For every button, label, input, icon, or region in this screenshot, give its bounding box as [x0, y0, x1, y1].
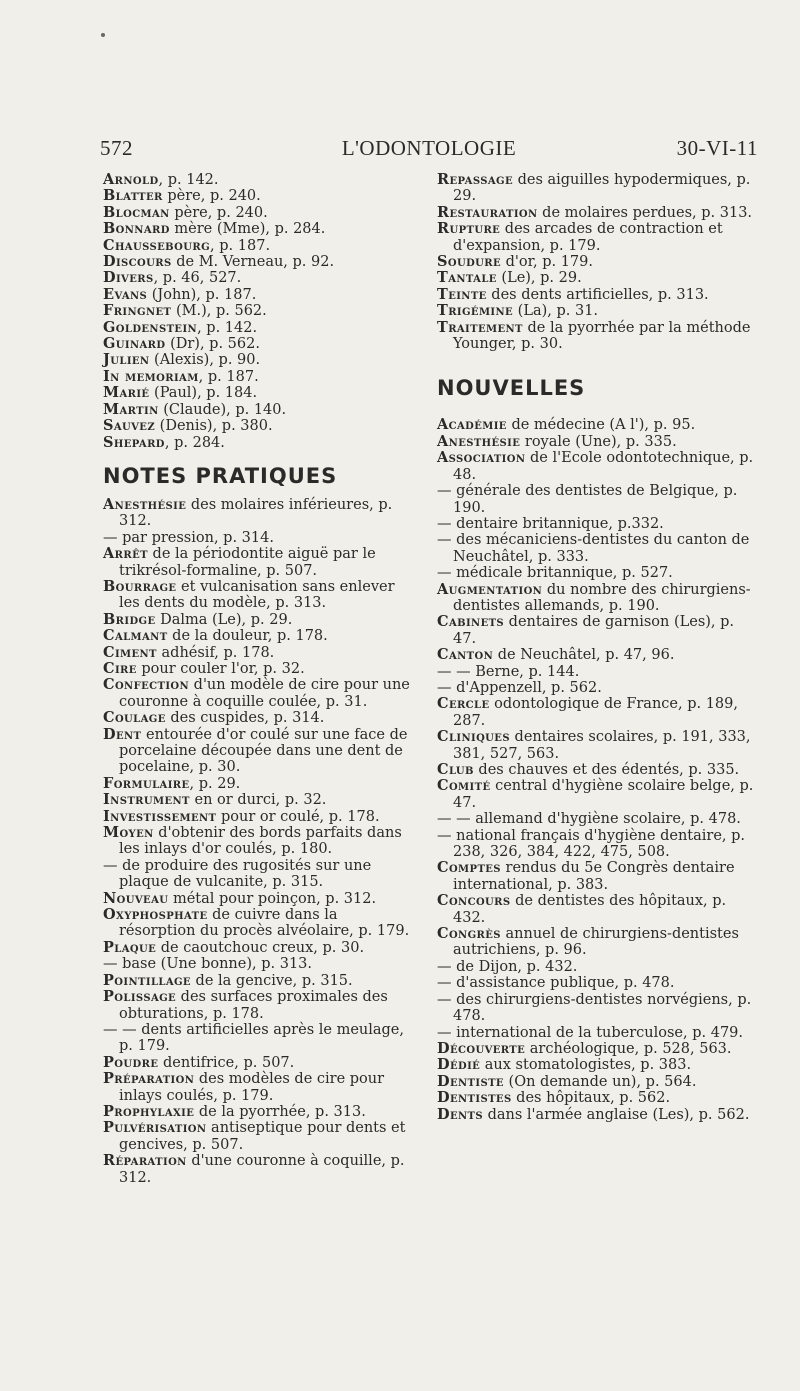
index-entry: [103, 579, 413, 612]
entry-keyword: Marié: [103, 384, 150, 402]
index-entry: [103, 858, 413, 891]
entry-text: (John), p. 187.: [147, 286, 257, 303]
index-entry: [103, 402, 413, 418]
entry-keyword: Dents: [437, 1105, 483, 1123]
entry-text: d'obtenir des bords parfaits dans les inlays d'or coulés, p. 180.: [119, 825, 402, 858]
index-entry: [103, 320, 413, 336]
entry-text: — — allemand d'hygiène scolaire, p. 478.: [437, 811, 741, 828]
entry-text: de dentistes des hôpitaux, p. 432.: [453, 893, 727, 926]
entry-text: — — Berne, p. 144.: [437, 663, 580, 680]
entry-text: — générale des dentistes de Belgique, p. 190.: [437, 483, 738, 516]
entry-text: des cuspides, p. 314.: [165, 710, 325, 727]
section-title-nouvelles: NOUVELLES: [437, 376, 586, 401]
index-entry: [103, 1120, 413, 1153]
entry-text: antiseptique pour dents et gencives, p. 507.: [119, 1120, 406, 1153]
index-entry: [103, 989, 413, 1022]
entry-keyword: Calmant: [103, 627, 168, 645]
index-entry: [437, 434, 755, 450]
entry-text: des surfaces proximales des obturations, p. 178.: [119, 989, 388, 1022]
entry-keyword: Trigémine: [437, 302, 514, 320]
entry-text: en or durci, p. 32.: [189, 792, 327, 809]
index-entry: [437, 762, 755, 778]
entry-keyword: Nouveau: [103, 889, 169, 907]
entry-text: — médicale britannique, p. 527.: [437, 565, 673, 582]
entry-keyword: Anesthésie: [103, 495, 187, 513]
entry-keyword: Blatter: [103, 187, 163, 205]
index-entry: [437, 975, 755, 991]
entry-text: père, p. 240.: [162, 188, 261, 205]
index-entry: [103, 188, 413, 204]
entry-text: de caoutchouc creux, p. 30.: [156, 939, 365, 956]
entry-keyword: Bonnard: [103, 220, 170, 238]
right-column: [437, 172, 755, 1123]
index-entry: [437, 270, 755, 286]
entry-keyword: Fringnet: [103, 302, 172, 320]
entry-text: des arcades de contraction et d'expansion, p. 179.: [453, 221, 723, 254]
index-entry: [437, 565, 755, 581]
entry-text: aux stomatologistes, p. 383.: [480, 1057, 692, 1074]
index-entry: [437, 696, 755, 729]
index-entry: [437, 778, 755, 811]
entry-keyword: Bourrage: [103, 577, 177, 595]
index-entry: [103, 973, 413, 989]
entry-text: — d'assistance publique, p. 478.: [437, 975, 675, 992]
index-entry: [103, 1055, 413, 1071]
notes-pratiques-continued: [437, 172, 755, 352]
index-entry: [437, 992, 755, 1025]
index-entry: [103, 546, 413, 579]
entry-text: et vulcanisation sans enlever les dents du modèle, p. 313.: [119, 578, 395, 612]
index-entry: [103, 254, 413, 270]
entry-text: de l'Ecole odontotechnique, p. 48.: [453, 450, 754, 483]
entry-text: , p. 284.: [164, 434, 225, 451]
entry-keyword: Préparation: [103, 1070, 195, 1088]
entry-keyword: Investissement: [103, 807, 217, 825]
entry-text: , p. 187.: [210, 237, 271, 254]
index-entry: [437, 1074, 755, 1090]
index-entry: [103, 645, 413, 661]
entry-keyword: Club: [437, 761, 474, 778]
entry-text: des molaires inférieures, p. 312.: [119, 496, 393, 530]
entry-text: (Dr), p. 562.: [165, 336, 260, 353]
index-entry: [103, 792, 413, 808]
entry-text: adhésif, p. 178.: [156, 644, 275, 661]
index-entry: [103, 710, 413, 726]
index-entry: [437, 1090, 755, 1106]
index-entry: [103, 238, 413, 254]
entry-text: (On demande un), p. 564.: [503, 1073, 697, 1090]
entry-text: de la douleur, p. 178.: [167, 628, 328, 645]
entry-keyword: Pointillage: [103, 971, 191, 989]
index-entry: [437, 532, 755, 565]
entry-keyword: Soudure: [437, 253, 502, 271]
entry-keyword: Poudre: [103, 1053, 159, 1071]
entry-text: pour couler l'or, p. 32.: [136, 660, 305, 677]
entry-text: (Paul), p. 184.: [149, 385, 258, 402]
entry-keyword: Augmentation: [437, 580, 543, 598]
index-entry: [437, 828, 755, 861]
index-entry: [437, 1057, 755, 1073]
entry-keyword: Découverte: [437, 1039, 526, 1057]
index-entry: [437, 664, 755, 680]
index-entry: [437, 959, 755, 975]
index-entry: [103, 352, 413, 368]
entry-text: père, p. 240.: [169, 204, 268, 221]
entry-text: odontologique de France, p. 189, 287.: [453, 696, 738, 729]
entry-text: — des chirurgiens-dentistes norvégiens, p. 478.: [437, 991, 752, 1025]
entry-keyword: Cire: [103, 659, 137, 677]
entry-keyword: Rupture: [437, 220, 501, 238]
entry-keyword: Julien: [103, 351, 150, 369]
index-entry: [437, 221, 755, 254]
entry-keyword: Arrêt: [103, 545, 148, 563]
entry-keyword: Prophylaxie: [103, 1102, 195, 1120]
entry-text: — par pression, p. 314.: [103, 529, 274, 546]
entry-keyword: Evans: [103, 285, 148, 303]
entry-keyword: Ciment: [103, 643, 157, 661]
index-entry: [103, 907, 413, 940]
index-entry: [437, 860, 755, 893]
entry-text: mère (Mme), p. 284.: [169, 221, 326, 238]
entry-text: des chauves et des édentés, p. 335.: [473, 762, 740, 778]
names-index: [103, 172, 413, 451]
entry-text: de cuivre dans la résorption du procès alvéolaire, p. 179.: [119, 907, 410, 940]
index-entry: [103, 172, 413, 188]
index-entry: [103, 221, 413, 237]
entry-keyword: Plaque: [103, 938, 157, 956]
index-entry: [103, 809, 413, 825]
index-entry: [103, 336, 413, 352]
entry-keyword: Canton: [437, 646, 494, 664]
entry-text: de la gencive, p. 315.: [190, 972, 353, 989]
entry-text: (Claude), p. 140.: [158, 401, 287, 418]
entry-text: (Le), p. 29.: [496, 270, 582, 287]
entry-text: des modèles de cire pour inlays coulés, p. 179.: [119, 1071, 385, 1104]
index-entry: [103, 270, 413, 286]
entry-keyword: Congrès: [437, 925, 501, 943]
entry-text: (Alexis), p. 90.: [149, 352, 261, 369]
entry-keyword: Polissage: [103, 988, 177, 1006]
entry-text: — national français d'hygiène dentaire, p. 238, 326, 384, 422, 475, 508.: [437, 827, 746, 861]
index-entry: [437, 205, 755, 221]
entry-text: dans l'armée anglaise (Les), p. 562.: [483, 1106, 750, 1123]
index-entry: [103, 385, 413, 401]
entry-keyword: Dent: [103, 725, 142, 743]
entry-keyword: Restauration: [437, 203, 538, 221]
entry-text: des dents artificielles, p. 313.: [486, 286, 709, 303]
entry-keyword: Anesthésie: [437, 432, 521, 450]
section-title-notes-pratiques: NOTES PRATIQUES: [103, 463, 338, 488]
entry-text: , p. 187.: [198, 368, 259, 385]
entry-keyword: Coulage: [103, 709, 166, 727]
entry-keyword: Divers: [103, 269, 154, 287]
index-entry: [437, 1041, 755, 1057]
index-entry: [103, 1071, 413, 1104]
entry-keyword: Confection: [103, 676, 190, 694]
entry-keyword: Guinard: [103, 335, 166, 353]
index-entry: [103, 418, 413, 434]
entry-text: d'un modèle de cire pour une couronne à coquille coulée, p. 31.: [119, 677, 410, 710]
index-entry: [437, 926, 755, 959]
entry-text: de la pyorrhée, p. 313.: [194, 1103, 366, 1120]
entry-keyword: Arnold: [103, 171, 159, 188]
entry-text: (Denis), p. 380.: [155, 418, 273, 435]
index-entry: [437, 172, 755, 205]
entry-keyword: Shepard: [103, 433, 165, 451]
entry-keyword: Bridge: [103, 610, 156, 628]
index-entry: [437, 417, 755, 433]
index-entry: [103, 776, 413, 792]
index-entry: [437, 582, 755, 615]
entry-text: — international de la tuberculose, p. 479.: [437, 1024, 744, 1041]
entry-keyword: Repassage: [437, 171, 513, 188]
entry-text: de molaires perdues, p. 313.: [537, 204, 753, 221]
entry-keyword: Traitement: [437, 318, 523, 336]
index-entry: [103, 727, 413, 776]
entry-keyword: Cliniques: [437, 728, 510, 746]
index-entry: [103, 287, 413, 303]
entry-keyword: Blocman: [103, 203, 170, 221]
entry-keyword: Cercle: [437, 695, 490, 713]
entry-text: des aiguilles hypodermiques, p. 29.: [453, 172, 751, 205]
entry-keyword: Moyen: [103, 824, 154, 842]
entry-text: , p. 29.: [189, 775, 241, 792]
entry-keyword: Dentistes: [437, 1089, 512, 1107]
entry-text: rendus du 5e Congrès dentaire international, p. 383.: [453, 860, 735, 893]
index-entry: [437, 680, 755, 696]
entry-keyword: Instrument: [103, 791, 190, 809]
index-entry: [437, 450, 755, 483]
index-entry: [103, 1104, 413, 1120]
index-entry: [103, 205, 413, 221]
index-entry: [103, 891, 413, 907]
entry-text: d'une couronne à coquille, p. 312.: [119, 1153, 405, 1186]
left-column: [103, 172, 413, 1186]
entry-text: des hôpitaux, p. 562.: [511, 1090, 671, 1107]
journal-title: L'ODONTOLOGIE: [341, 136, 517, 160]
entry-text: central d'hygiène scolaire belge, p. 47.: [453, 778, 754, 811]
entry-text: d'or, p. 179.: [501, 254, 593, 271]
index-entry: [437, 516, 755, 532]
entry-text: pour or coulé, p. 178.: [216, 808, 380, 825]
index-entry: [103, 661, 413, 677]
entry-keyword: Réparation: [103, 1152, 187, 1170]
entry-text: — des mécaniciens-dentistes du canton de Neuchâtel, p. 333.: [437, 532, 750, 565]
entry-text: dentifrice, p. 507.: [158, 1054, 295, 1071]
index-entry: [103, 956, 413, 972]
entry-keyword: Pulvérisation: [103, 1119, 207, 1137]
entry-keyword: Association: [437, 449, 526, 467]
entry-keyword: Chaussebourg: [103, 236, 211, 254]
entry-keyword: Martin: [103, 400, 159, 418]
notes-pratiques-index: [103, 497, 413, 1186]
page-number: 572: [100, 136, 133, 160]
entry-keyword: Académie: [437, 416, 507, 434]
entry-keyword: Comité: [437, 777, 491, 795]
entry-text: — de produire des rugosités sur une plaque de vulcanite, p. 315.: [103, 857, 372, 891]
index-entry: [103, 825, 413, 858]
entry-keyword: Discours: [103, 253, 172, 271]
entry-keyword: Dédié: [437, 1056, 481, 1074]
index-entry: [437, 320, 755, 353]
index-entry: [437, 287, 755, 303]
entry-text: de M. Verneau, p. 92.: [171, 254, 335, 271]
index-entry: [437, 729, 755, 762]
index-entry: [103, 940, 413, 956]
index-entry: [103, 612, 413, 628]
index-entry: [437, 893, 755, 926]
index-entry: [437, 483, 755, 516]
entry-keyword: In memoriam: [103, 367, 199, 385]
entry-keyword: Dentiste: [437, 1072, 504, 1090]
entry-text: dentaires scolaires, p. 191, 333, 381, 527, 563.: [453, 729, 751, 762]
entry-text: dentaires de garnison (Les), p. 47.: [453, 614, 735, 647]
index-entry: [103, 1022, 413, 1055]
entry-text: — base (Une bonne), p. 313.: [103, 956, 313, 973]
entry-text: Dalma (Le), p. 29.: [155, 611, 293, 628]
entry-text: — — dents artificielles après le meulage, p. 179.: [103, 1021, 404, 1055]
index-entry: [103, 1153, 413, 1186]
index-entry: [103, 628, 413, 644]
entry-text: du nombre des chirurgiens-dentistes allemands, p. 190.: [453, 581, 751, 614]
entry-keyword: Oxyphosphate: [103, 906, 208, 924]
entry-text: — d'Appenzell, p. 562.: [437, 679, 602, 696]
entry-keyword: Comptes: [437, 859, 501, 877]
entry-text: métal pour poinçon, p. 312.: [168, 890, 377, 907]
entry-text: entourée d'or coulé sur une face de porcelaine découpée dans une dent de pocelaine, p. 30.: [119, 726, 408, 776]
entry-text: — dentaire britannique, p.332.: [437, 515, 664, 532]
issue-date: 30-VI-11: [676, 136, 758, 160]
page-speck: [101, 33, 105, 37]
entry-text: (La), p. 31.: [513, 303, 599, 320]
entry-text: de médecine (A l'), p. 95.: [506, 417, 696, 434]
entry-text: de Neuchâtel, p. 47, 96.: [493, 647, 675, 664]
index-entry: [103, 303, 413, 319]
index-entry: [437, 811, 755, 827]
entry-text: annuel de chirurgiens-dentistes autrichiens, p. 96.: [453, 926, 739, 959]
entry-text: , p. 142.: [197, 319, 258, 336]
entry-keyword: Sauvez: [103, 417, 156, 435]
index-entry: [437, 647, 755, 663]
index-entry: [103, 677, 413, 710]
entry-text: , p. 46, 527.: [153, 270, 242, 287]
index-entry: [437, 1025, 755, 1041]
entry-text: — de Dijon, p. 432.: [437, 958, 578, 975]
entry-keyword: Tantale: [437, 269, 497, 287]
entry-keyword: Formulaire: [103, 774, 190, 792]
entry-text: royale (Une), p. 335.: [520, 433, 677, 450]
index-entry: [437, 303, 755, 319]
index-entry: [437, 254, 755, 270]
entry-keyword: Teinte: [437, 285, 487, 303]
entry-text: (M.), p. 562.: [171, 303, 267, 320]
index-entry: [103, 497, 413, 530]
entry-keyword: Cabinets: [437, 613, 505, 631]
index-entry: [103, 369, 413, 385]
index-entry: [437, 614, 755, 647]
index-entry: [437, 1107, 755, 1123]
entry-keyword: Goldenstein: [103, 318, 198, 336]
entry-text: archéologique, p. 528, 563.: [525, 1040, 732, 1057]
index-entry: [103, 530, 413, 546]
entry-text: de la périodontite aiguë par le trikrésol-formaline, p. 507.: [119, 546, 376, 579]
nouvelles-index: [437, 417, 755, 1122]
entry-keyword: Concours: [437, 892, 511, 910]
index-entry: [103, 435, 413, 451]
entry-text: de la pyorrhée par la méthode Younger, p. 30.: [453, 319, 751, 353]
entry-text: , p. 142.: [158, 172, 219, 188]
running-header: [100, 136, 758, 166]
